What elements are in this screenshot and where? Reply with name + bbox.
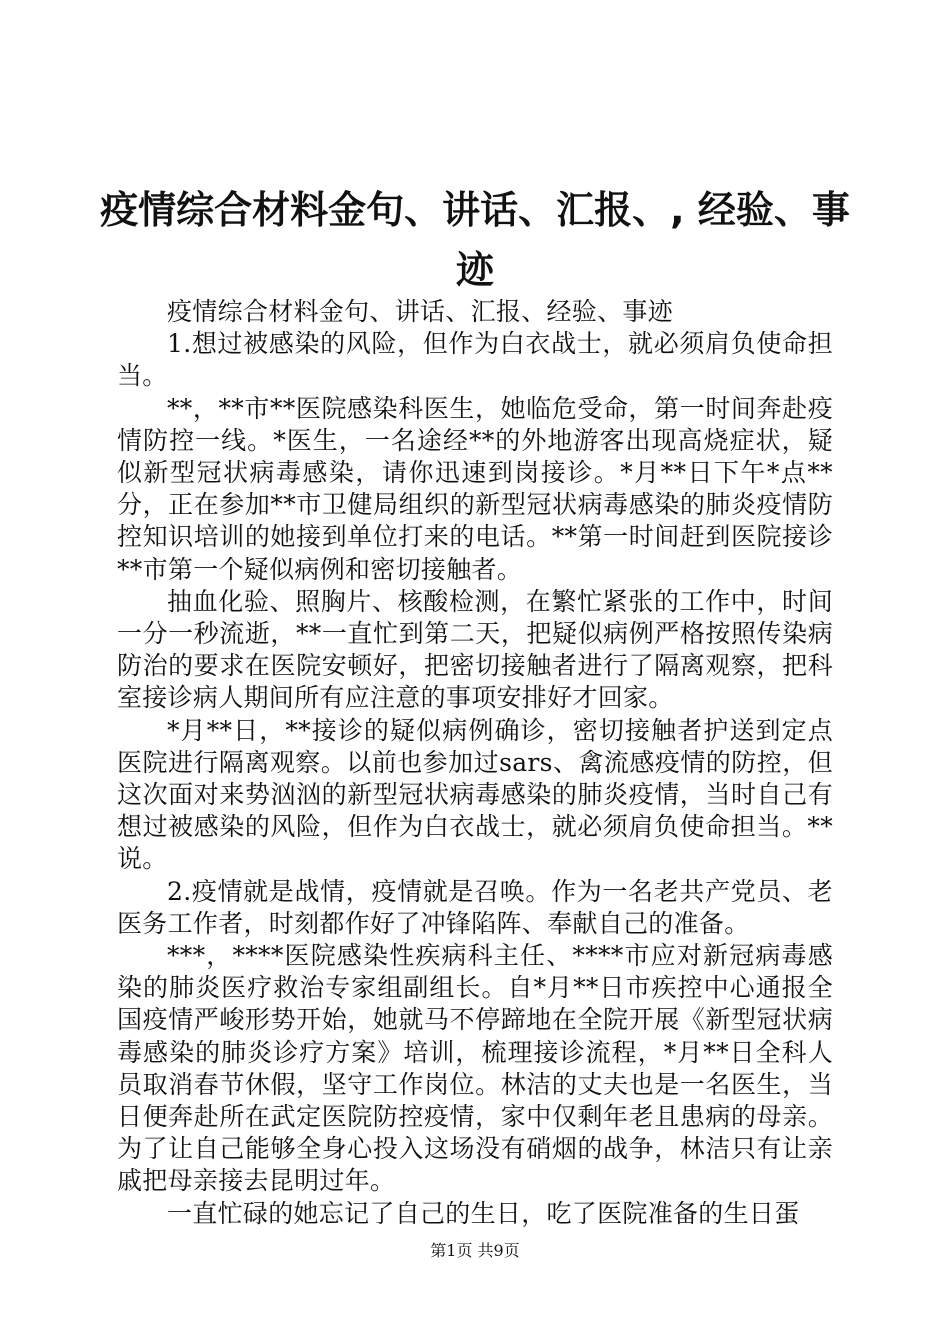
paragraph-6: ***，****医院感染性疾病科主任、****市应对新冠病毒感染的肺炎医疗救治专家组副组长。自*月**日市疾控中心通报全国疫情严峻形势开始，她就马不停蹄地在全院开展《新型冠状病毒感染的肺炎诊疗方案》培训，梳理接诊流程，*月**日全科人员取消春节休假，坚守工作岗位。林洁的丈夫也是一名医生，当日便奔赴所在武定医院防控疫情，家中仅剩年老且患病的母亲。为了让自己能够全身心投入这场没有硝烟的战争，林洁只有让亲戚把母亲接去昆明过年。 <box>117 941 833 1196</box>
document-body <box>117 296 833 1230</box>
paragraph-subtitle: 疫情综合材料金句、讲话、汇报、经验、事迹 <box>167 297 674 326</box>
paragraph-3: 抽血化验、照胸片、核酸检测，在繁忙紧张的工作中，时间一分一秒流逝，**一直忙到第二天，把疑似病例严格按照传染病防治的要求在医院安顿好，把密切接触者进行了隔离观察，把科室接诊病人期间所有应注意的事项安排好才回家。 <box>117 586 833 713</box>
paragraph-1: 1.想过被感染的风险，但作为白衣战士，就必须肩负使命担当。 <box>117 329 833 391</box>
page-footer: 第1页 共9页 <box>430 1241 520 1260</box>
paragraph-2: **，**市**医院感染科医生，她临危受命，第一时间奔赴疫情防控一线。*医生，一名途经**的外地游客出现高烧症状，疑似新型冠状病毒感染，请你迅速到岗接诊。*月**日下午*点**分，正在参加**市卫健局组织的新型冠状病毒感染的肺炎疫情防控知识培训的她接到单位打来的电话。**第一时间赶到医院接诊**市第一个疑似病例和密切接触者。 <box>117 393 833 584</box>
paragraph-4: *月**日，**接诊的疑似病例确诊，密切接触者护送到定点医院进行隔离观察。以前也参加过sars、禽流感疫情的防控，但这次面对来势汹汹的新型冠状病毒感染的肺炎疫情，当时自己有想过被感染的风险，但作为白衣战士，就必须肩负使命担当。**说。 <box>117 715 833 874</box>
document-title: 疫情综合材料金句、讲话、汇报、, 经验、事迹 <box>100 188 850 292</box>
paragraph-7: 一直忙碌的她忘记了自己的生日，吃了医院准备的生日蛋 <box>167 1198 800 1228</box>
paragraph-5: 2.疫情就是战情，疫情就是召唤。作为一名老共产党员、老医务工作者，时刻都作好了冲锋陷阵、奉献自己的准备。 <box>117 876 833 938</box>
